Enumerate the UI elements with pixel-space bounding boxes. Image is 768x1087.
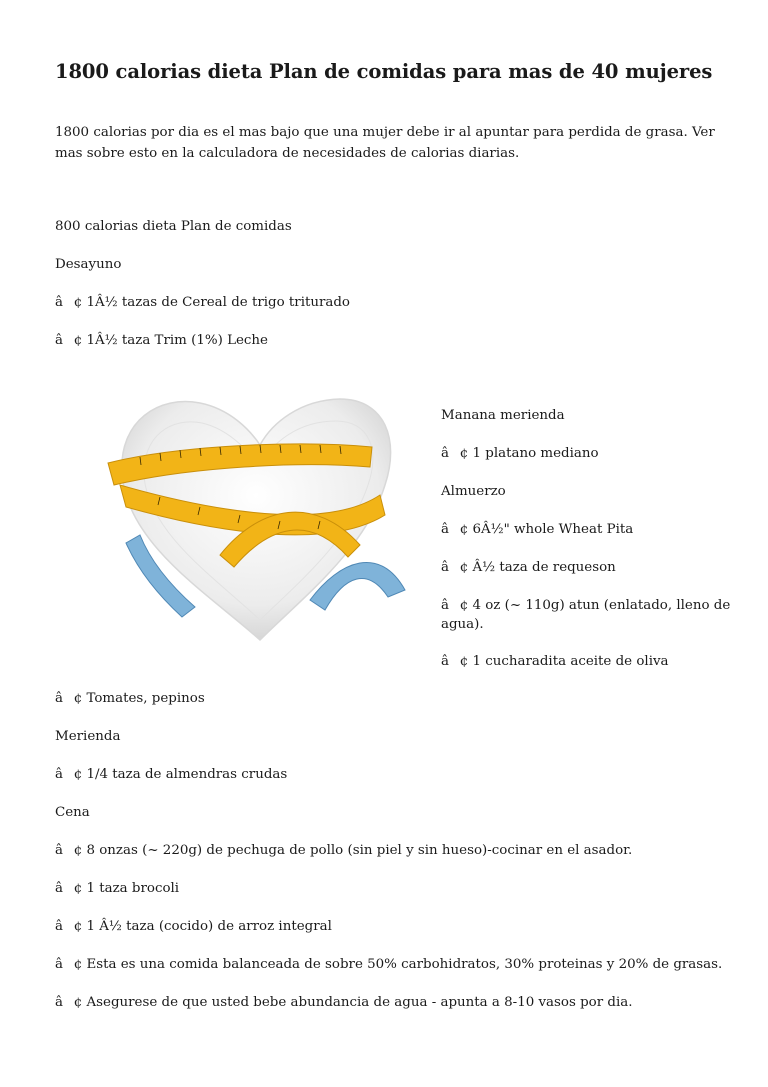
list-item: â¢ 1/4 taza de almendras crudas — [55, 767, 288, 782]
morning-snack-heading: Manana merienda — [441, 408, 565, 423]
snack-heading: Merienda — [55, 729, 121, 744]
list-item: â¢ 1Â½ tazas de Cereal de trigo triturado — [55, 295, 350, 310]
document-title: 1800 calorias dieta Plan de comidas para mas de 40 mujeres — [55, 60, 713, 83]
intro-paragraph: 1800 calorias por dia es el mas bajo que una mujer debe ir al apuntar para perdida de grasa. Ver mas sobre esto en la calculadora de necesidades de calorias diarias. — [55, 125, 715, 161]
list-item: â¢ Tomates, pepinos — [55, 691, 205, 706]
dinner-heading: Cena — [55, 805, 90, 820]
list-item: â¢ 4 oz (~ 110g) atun (enlatado, lleno de agua). — [441, 598, 731, 632]
list-item: â¢ 1 Â½ taza (cocido) de arroz integral — [55, 919, 332, 934]
list-item: â¢ 1Â½ taza Trim (1%) Leche — [55, 333, 268, 348]
lunch-heading: Almuerzo — [441, 484, 506, 499]
plan-heading: 800 calorias dieta Plan de comidas — [55, 219, 292, 234]
list-item: â¢ Asegurese de que usted bebe abundancia de agua - apunta a 8-10 vasos por dia. — [55, 995, 633, 1010]
list-item: â¢ Esta es una comida balanceada de sobre 50% carbohidratos, 30% proteinas y 20% de grasas. — [55, 957, 723, 972]
list-item: â¢ 8 onzas (~ 220g) de pechuga de pollo (sin piel y sin hueso)-cocinar en el asador. — [55, 843, 633, 858]
list-item: â¢ 1 taza brocoli — [55, 881, 180, 896]
heart-plate-measuring-tape-image — [100, 385, 420, 660]
list-item: â¢ Â½ taza de requeson — [441, 560, 616, 575]
list-item: â¢ 1 platano mediano — [441, 446, 599, 461]
list-item: â¢ 6Â½" whole Wheat Pita — [441, 522, 634, 537]
list-item: â¢ 1 cucharadita aceite de oliva — [441, 654, 669, 669]
breakfast-heading: Desayuno — [55, 257, 122, 272]
